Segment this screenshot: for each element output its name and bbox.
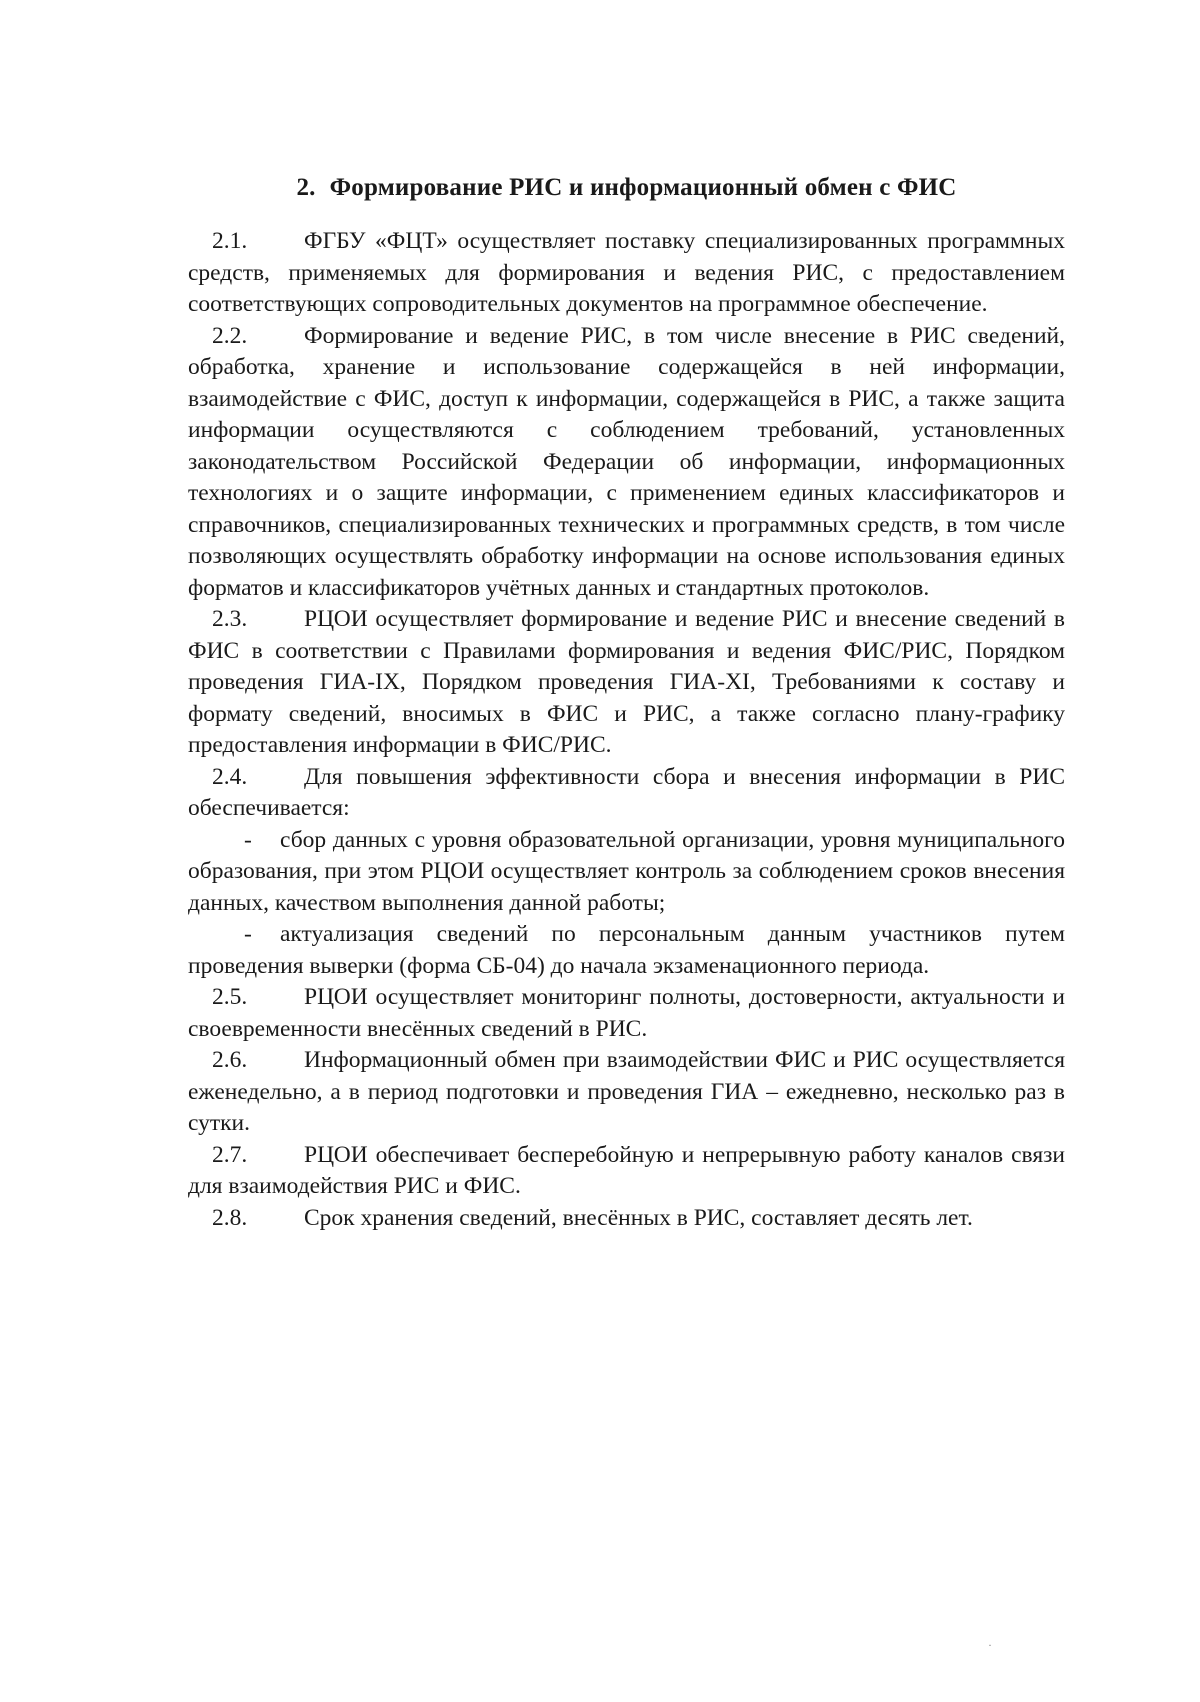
paragraph-text: РЦОИ обеспечивает бесперебойную и непрерывную работу каналов связи для взаимодействия РИС и ФИС. [188, 1141, 1065, 1199]
bullet-text: актуализация сведений по персональным данным участников путем проведения выверки (форма СБ-04) до начала экзаменационного периода. [188, 921, 1065, 979]
document-page [188, 172, 1065, 1234]
paragraph-text: РЦОИ осуществляет мониторинг полноты, достоверности, актуальности и своевременности внесённых сведений в РИС. [188, 984, 1065, 1042]
paragraph-number: 2.5. [212, 984, 248, 1010]
bullet-item [188, 919, 1065, 982]
paragraph-text: Для повышения эффективности сбора и внесения информации в РИС обеспечивается: [188, 763, 1065, 821]
bullet-dash: - [244, 921, 252, 947]
paragraph-number: 2.8. [212, 1204, 248, 1231]
paragraph-number: 2.7. [212, 1141, 248, 1168]
bullet-item [188, 825, 1065, 920]
paragraph-text: Информационный обмен при взаимодействии ФИС и РИС осуществляется еженедельно, а в период подготовки и проведения ГИА – ежедневно, несколько раз в сутки. [188, 1047, 1065, 1136]
paragraph-2-8 [188, 1203, 1065, 1235]
paragraph-2-3 [188, 604, 1065, 762]
bullet-dash: - [244, 826, 252, 853]
paragraph-2-2 [188, 321, 1065, 605]
bullet-text: сбор данных с уровня образовательной организации, уровня муниципального образования, при этом РЦОИ осуществляет контроль за соблюдением сроков внесения данных, качеством выполнения данной работы; [188, 826, 1065, 916]
paragraph-2-4 [188, 762, 1065, 825]
section-title [188, 172, 1065, 204]
section-number: 2. [296, 174, 316, 201]
paragraph-text: ФГБУ «ФЦТ» осуществляет поставку специализированных программных средств, применяемых для формирования и ведения РИС, с предоставлением соответствующих сопроводительных документов на программное обеспечение. [188, 228, 1065, 317]
paragraph-text: Срок хранения сведений, внесённых в РИС, составляет десять лет. [304, 1204, 973, 1231]
paragraph-number: 2.3. [212, 606, 248, 632]
paragraph-text: РЦОИ осуществляет формирование и ведение РИС и внесение сведений в ФИС в соответствии с Правилами формирования и ведения ФИС/РИС, Порядком проведения ГИА-IX, Порядком проведения ГИА-XI, Требованиями к составу и формату сведений, вносимых в ФИС и РИС, а также согласно плану-графику предоставления информации в ФИС/РИС. [188, 606, 1065, 758]
paragraph-2-1 [188, 226, 1065, 321]
section-title-text: Формирование РИС и информационный обмен с ФИС [329, 174, 957, 201]
paragraph-number: 2.1. [212, 228, 248, 254]
paragraph-number: 2.2. [212, 322, 248, 349]
paragraph-2-7 [188, 1140, 1065, 1203]
paragraph-2-6 [188, 1045, 1065, 1140]
paragraph-text: Формирование и ведение РИС, в том числе внесение в РИС сведений, обработка, хранение и использование содержащейся в ней информации, взаимодействие с ФИС, доступ к информации, содержащейся в РИС, а также защита информации осуществляются с соблюдением требований, установленных законодательством Российской Федерации об информации, информационных технологиях и о защите информации, с применением единых классификаторов и справочников, специализированных технических и программных средств, в том числе позволяющих осуществлять обработку информации на основе использования единых форматов и классификаторов учётных данных и стандартных протоколов. [188, 322, 1065, 601]
scan-mark: · [988, 1638, 992, 1652]
paragraph-number: 2.4. [212, 763, 248, 790]
paragraph-number: 2.6. [212, 1047, 248, 1073]
paragraph-2-5 [188, 982, 1065, 1045]
